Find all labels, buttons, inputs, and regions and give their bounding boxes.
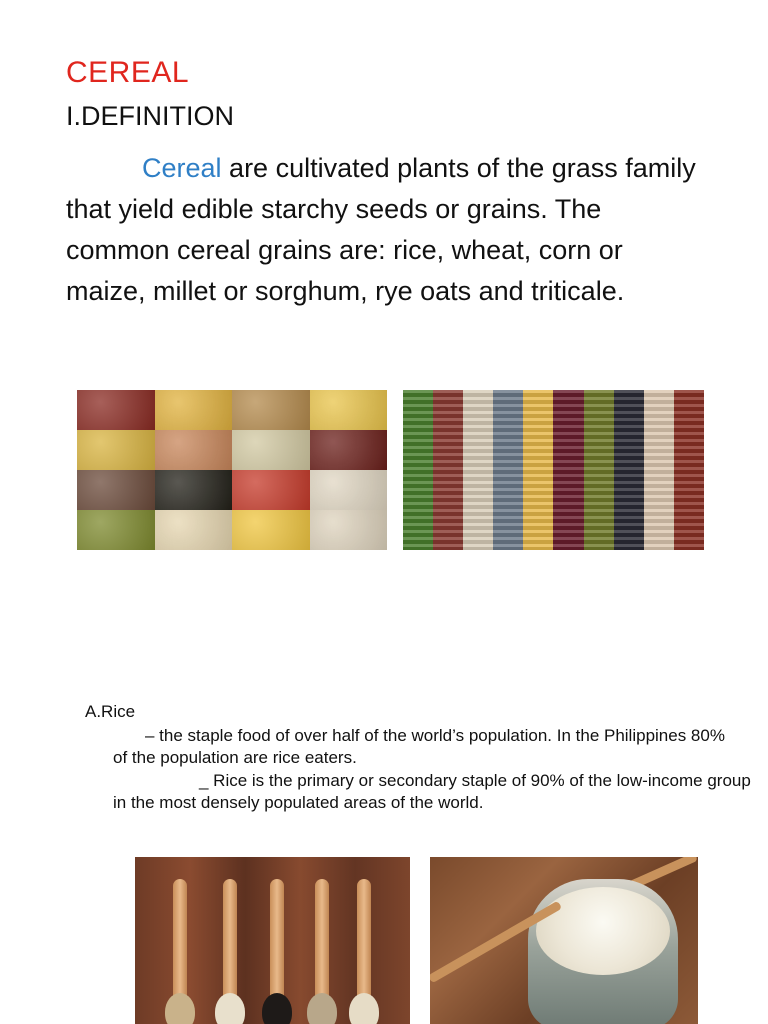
- grain-cell: [310, 390, 388, 430]
- grain-cell: [77, 510, 155, 550]
- rice-paragraph-2-text: _ Rice is the primary or secondary staple of 90% of the low-income group in the most densely populated areas of the world.: [113, 771, 751, 812]
- spoon-grains: [165, 993, 195, 1024]
- grain-cell: [155, 470, 233, 510]
- definition-text: are cultivated plants of the grass family that yield edible starchy seeds or grains. The common cereal grains are: rice, wheat, corn or maize, millet or sorghum, rye oats and triticale.: [66, 153, 696, 306]
- grain-cell: [232, 390, 310, 430]
- spoons-photo: [135, 857, 410, 1024]
- rice-paragraph-1: [113, 725, 733, 769]
- grains-stripes-photo: [403, 390, 704, 550]
- rice-paragraph-1-text: – the staple food of over half of the world’s population. In the Philippines 80% of the population are rice eaters.: [113, 726, 725, 767]
- grain-stripe: [493, 390, 523, 550]
- rice-heading: A.Rice: [85, 702, 136, 721]
- grain-cell: [232, 510, 310, 550]
- definition-term: Cereal: [142, 153, 222, 183]
- grain-stripe: [584, 390, 614, 550]
- grain-cell: [232, 470, 310, 510]
- grain-stripe: [403, 390, 433, 550]
- spoon-handle: [270, 879, 284, 1007]
- grain-cell: [77, 390, 155, 430]
- grain-stripe: [433, 390, 463, 550]
- grain-stripe: [674, 390, 704, 550]
- bowl-rice: [536, 887, 670, 975]
- spoon-grains: [307, 993, 337, 1024]
- spoon-handle: [357, 879, 371, 1007]
- section-heading: I.DEFINITION: [66, 101, 234, 131]
- rice-paragraph-2: [113, 770, 763, 814]
- grain-cell: [155, 510, 233, 550]
- spoon-handle: [223, 879, 237, 1007]
- grain-cell: [77, 430, 155, 470]
- grain-stripe: [553, 390, 583, 550]
- grain-cell: [310, 470, 388, 510]
- spoon-grains: [349, 993, 379, 1024]
- spoon-grains: [262, 993, 292, 1024]
- grain-stripe: [644, 390, 674, 550]
- grain-cell: [310, 430, 388, 470]
- grain-stripe: [614, 390, 644, 550]
- page-title: CEREAL: [66, 56, 190, 89]
- grain-stripe: [523, 390, 553, 550]
- definition-paragraph: [66, 148, 706, 312]
- grains-grid-photo: [77, 390, 387, 550]
- grain-cell: [77, 470, 155, 510]
- spoon-grains: [215, 993, 245, 1024]
- grain-cell: [155, 390, 233, 430]
- grain-cell: [155, 430, 233, 470]
- rice-bowl-photo: [430, 857, 698, 1024]
- spoon-handle: [315, 879, 329, 1007]
- grain-cell: [232, 430, 310, 470]
- grain-cell: [310, 510, 388, 550]
- spoon-handle: [173, 879, 187, 1007]
- grain-stripe: [463, 390, 493, 550]
